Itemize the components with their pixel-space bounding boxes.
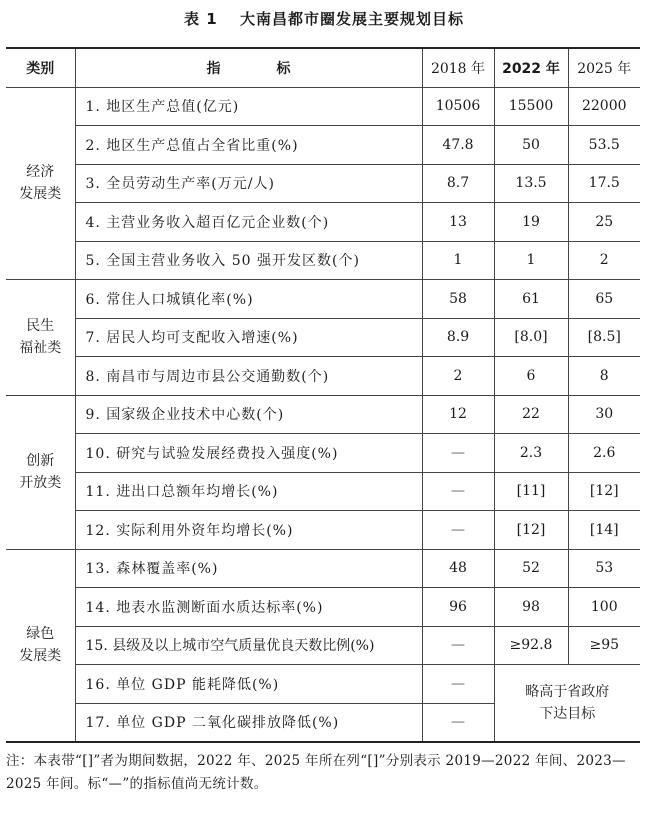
category-economic: 经济 发展类: [6, 87, 75, 280]
header-2025: 2025 年: [568, 48, 640, 87]
value-2018: 8.7: [422, 164, 494, 203]
value-2025: 22000: [568, 87, 640, 126]
value-2022: 52: [494, 549, 568, 588]
header-indicator: 指 标: [75, 48, 422, 87]
indicator-cell: 13. 森林覆盖率(%): [75, 549, 422, 588]
value-2018: —: [422, 703, 494, 742]
value-2022: 22: [494, 395, 568, 434]
value-2022: 61: [494, 280, 568, 319]
table-footnote: 注：本表带“[]”者为期间数据，2022 年、2025 年所在列“[]”分别表示 2019—2022 年间、2023—2025 年间。标“—”的指标值尚无统计数。: [6, 753, 626, 792]
value-2025: 100: [568, 588, 640, 627]
table-row: [6, 280, 640, 319]
table-row: [6, 511, 640, 550]
value-2018: 47.8: [422, 126, 494, 165]
table-row: [6, 588, 640, 627]
value-2018: 2: [422, 357, 494, 396]
indicator-cell: 8. 南昌市与周边市县公交通勤数(个): [75, 357, 422, 396]
value-2018: 48: [422, 549, 494, 588]
category-green: 绿色 发展类: [6, 549, 75, 742]
indicator-cell: 10. 研究与试验发展经费投入强度(%): [75, 434, 422, 473]
value-2018: 96: [422, 588, 494, 627]
table-row: [6, 241, 640, 280]
value-2025: [12]: [568, 472, 640, 511]
indicator-cell: 3. 全员劳动生产率(万元/人): [75, 164, 422, 203]
value-2025: 8: [568, 357, 640, 396]
value-2022: 13.5: [494, 164, 568, 203]
value-2025: 2: [568, 241, 640, 280]
merged-target-cell: 略高于省政府 下达目标: [494, 665, 640, 743]
value-2018: —: [422, 472, 494, 511]
header-2022: 2022 年: [494, 48, 568, 87]
table-row: [6, 87, 640, 126]
value-2022: 15500: [494, 87, 568, 126]
value-2025: [8.5]: [568, 318, 640, 357]
table-row: [6, 357, 640, 396]
table-row: [6, 203, 640, 242]
table-number: 表 1: [184, 10, 218, 28]
value-2018: 1: [422, 241, 494, 280]
value-2022: [12]: [494, 511, 568, 550]
indicator-cell: 16. 单位 GDP 能耗降低(%): [75, 665, 422, 704]
value-2018: 8.9: [422, 318, 494, 357]
value-2022: 2.3: [494, 434, 568, 473]
indicator-cell: 2. 地区生产总值占全省比重(%): [75, 126, 422, 165]
value-2025: 53: [568, 549, 640, 588]
table-row: [6, 472, 640, 511]
indicator-cell: 12. 实际利用外资年均增长(%): [75, 511, 422, 550]
indicator-cell: 17. 单位 GDP 二氧化碳排放降低(%): [75, 703, 422, 742]
value-2025: [14]: [568, 511, 640, 550]
value-2018: —: [422, 434, 494, 473]
indicator-cell: 14. 地表水监测断面水质达标率(%): [75, 588, 422, 627]
category-livelihood: 民生 福祉类: [6, 280, 75, 396]
value-2022: 19: [494, 203, 568, 242]
indicator-cell: 15. 县级及以上城市空气质量优良天数比例(%): [75, 626, 422, 665]
header-row: [6, 48, 640, 87]
indicator-cell: 7. 居民人均可支配收入增速(%): [75, 318, 422, 357]
value-2025: 53.5: [568, 126, 640, 165]
table-row: [6, 126, 640, 165]
value-2025: ≥95: [568, 626, 640, 665]
value-2022: [8.0]: [494, 318, 568, 357]
value-2025: 30: [568, 395, 640, 434]
header-2018: 2018 年: [422, 48, 494, 87]
table-row: [6, 626, 640, 665]
planning-targets-table: [6, 47, 640, 743]
value-2022: ≥92.8: [494, 626, 568, 665]
value-2025: 17.5: [568, 164, 640, 203]
table-row: [6, 434, 640, 473]
table-row: [6, 395, 640, 434]
value-2022: 1: [494, 241, 568, 280]
indicator-cell: 11. 进出口总额年均增长(%): [75, 472, 422, 511]
table-row: [6, 318, 640, 357]
indicator-cell: 5. 全国主营业务收入 50 强开发区数(个): [75, 241, 422, 280]
indicator-cell: 1. 地区生产总值(亿元): [75, 87, 422, 126]
value-2018: —: [422, 626, 494, 665]
value-2022: [11]: [494, 472, 568, 511]
table-caption: 大南昌都市圈发展主要规划目标: [239, 10, 464, 28]
indicator-cell: 6. 常住人口城镇化率(%): [75, 280, 422, 319]
value-2022: 50: [494, 126, 568, 165]
indicator-cell: 4. 主营业务收入超百亿元企业数(个): [75, 203, 422, 242]
value-2022: 98: [494, 588, 568, 627]
table-title: [0, 8, 648, 29]
value-2022: 6: [494, 357, 568, 396]
value-2018: 58: [422, 280, 494, 319]
value-2018: —: [422, 665, 494, 704]
category-innovation: 创新 开放类: [6, 395, 75, 549]
value-2025: 2.6: [568, 434, 640, 473]
indicator-cell: 9. 国家级企业技术中心数(个): [75, 395, 422, 434]
header-category: 类别: [6, 48, 75, 87]
value-2018: —: [422, 511, 494, 550]
value-2018: 10506: [422, 87, 494, 126]
table-row: [6, 164, 640, 203]
table-row: [6, 665, 640, 704]
value-2018: 12: [422, 395, 494, 434]
value-2025: 25: [568, 203, 640, 242]
value-2018: 13: [422, 203, 494, 242]
table-row: [6, 549, 640, 588]
value-2025: 65: [568, 280, 640, 319]
